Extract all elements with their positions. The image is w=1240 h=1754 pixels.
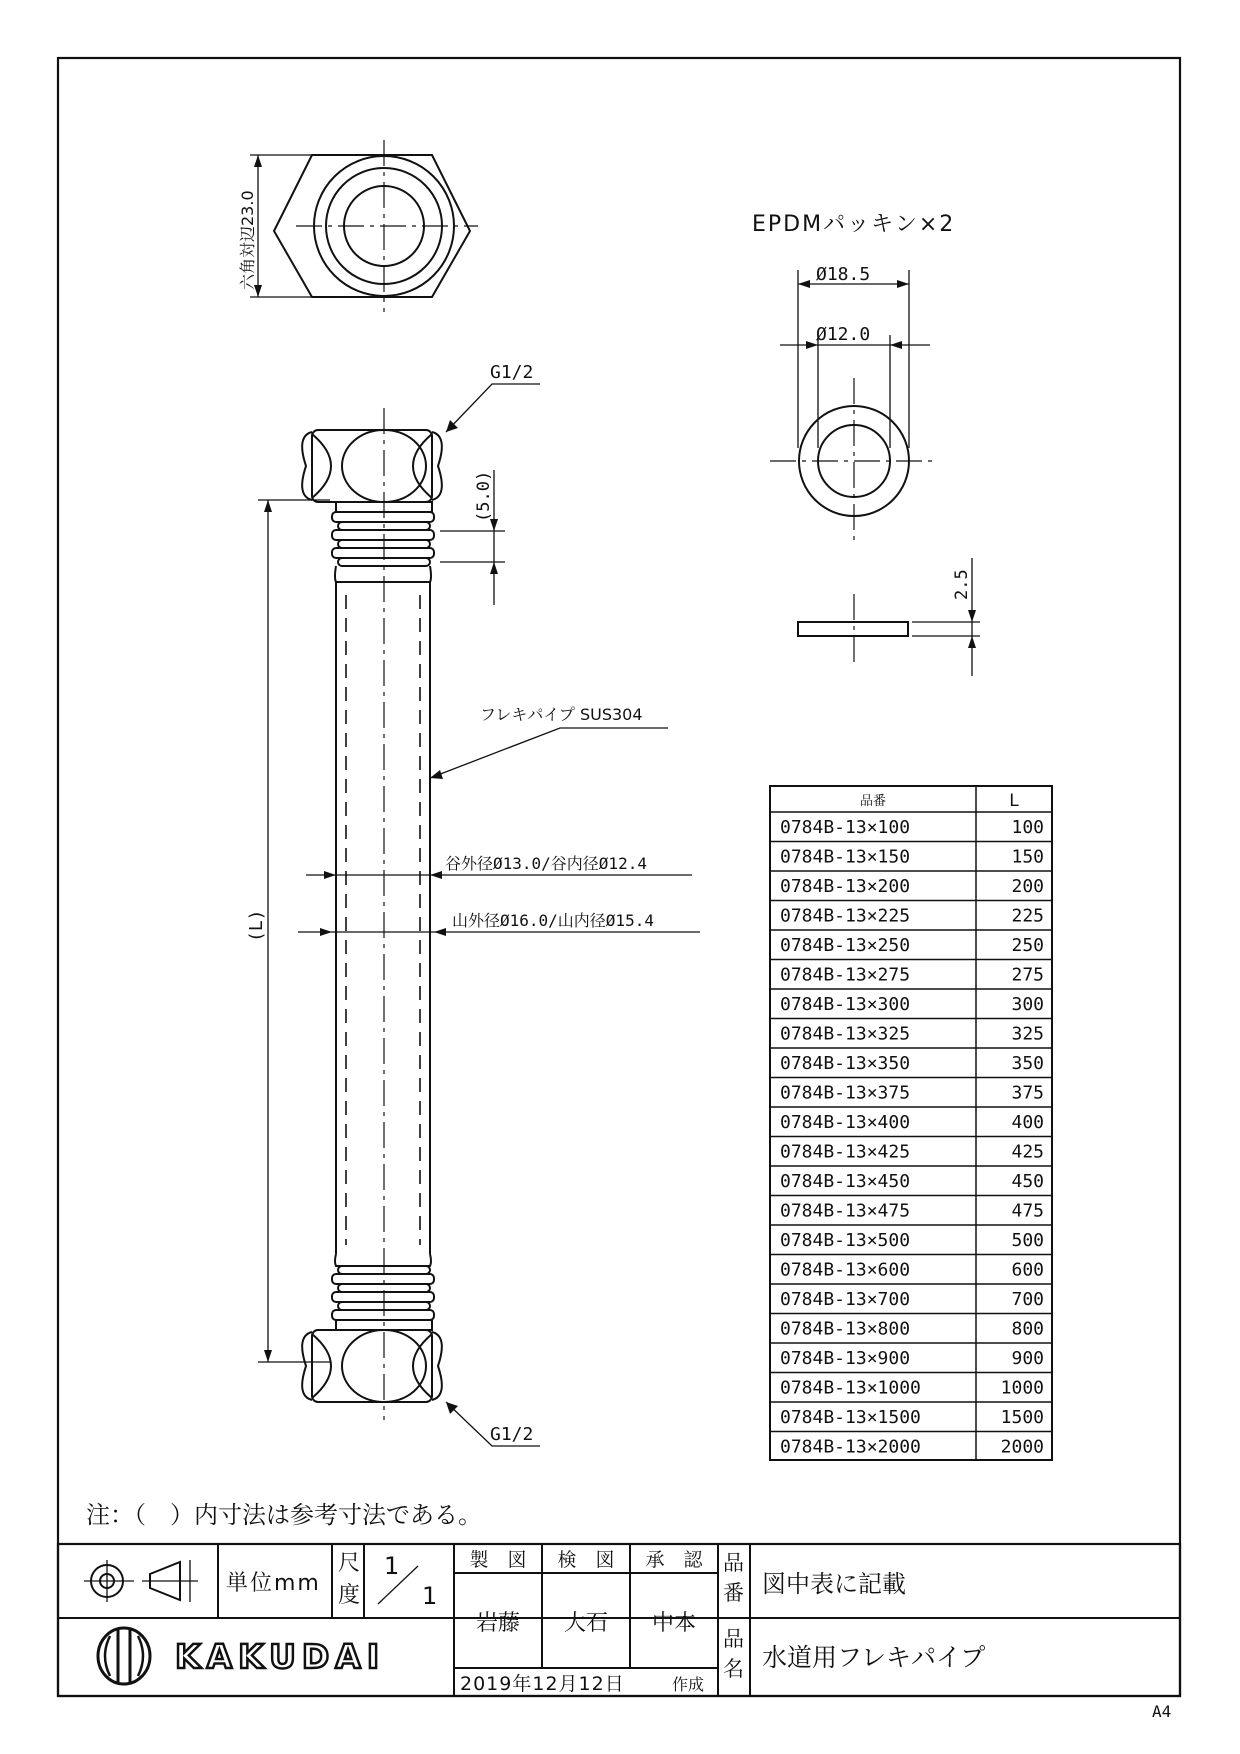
table-header-part-no: 品番: [859, 794, 887, 809]
table-cell-part-no: 0784B-13×250: [780, 935, 911, 956]
approved-label: 承 認: [645, 1549, 703, 1571]
table-cell-length: 700: [1011, 1289, 1044, 1310]
table-cell-length: 350: [1011, 1053, 1044, 1074]
table-cell-part-no: 0784B-13×100: [780, 817, 911, 838]
third-angle-projection-icon: [84, 1560, 198, 1602]
table-cell-length: 900: [1011, 1348, 1044, 1369]
table-cell-length: 500: [1011, 1230, 1044, 1251]
table-cell-part-no: 0784B-13×475: [780, 1200, 911, 1222]
checked-by: 大石: [563, 1611, 609, 1636]
table-cell-part-no: 0784B-13×500: [780, 1230, 911, 1251]
name-label-1: 品: [723, 1627, 744, 1651]
product-name: 水道用フレキパイプ: [762, 1643, 986, 1672]
peak-dia-label: 山外径Ø16.0/山内径Ø15.4: [452, 911, 654, 930]
table-cell-length: 475: [1011, 1200, 1044, 1222]
table-cell-length: 2000: [1000, 1436, 1044, 1458]
name-label-2: 名: [723, 1657, 744, 1681]
table-cell-length: 275: [1011, 964, 1044, 986]
table-header-length: L: [1009, 791, 1019, 811]
table-cell-part-no: 0784B-13×1000: [780, 1377, 921, 1399]
table-cell-part-no: 0784B-13×325: [780, 1023, 911, 1045]
created-label: 作成: [672, 1675, 705, 1694]
part-no-label-2: 番: [723, 1581, 744, 1605]
table-cell-part-no: 0784B-13×450: [780, 1171, 911, 1192]
table-cell-length: 325: [1011, 1023, 1044, 1045]
table-cell-part-no: 0784B-13×150: [780, 846, 911, 868]
pitch-label: (5.0): [474, 470, 494, 522]
table-cell-part-no: 0784B-13×275: [780, 964, 911, 986]
table-cell-length: 375: [1011, 1082, 1044, 1104]
table-cell-part-no: 0784B-13×225: [780, 905, 911, 927]
hex-dimension-label: 六角対辺23.0: [238, 190, 257, 290]
table-cell-part-no: 0784B-13×425: [780, 1141, 911, 1163]
table-cell-length: 225: [1011, 905, 1044, 927]
table-cell-part-no: 0784B-13×600: [780, 1259, 911, 1281]
unit-label: 単位mm: [226, 1571, 321, 1596]
drawn-by: 岩藤: [475, 1611, 521, 1636]
packing-view: [752, 212, 980, 676]
drawn-label: 製 図: [469, 1549, 527, 1571]
scale-label-2: 度: [338, 1583, 361, 1608]
packing-inner-dia: Ø12.0: [816, 324, 871, 345]
scale-label-1: 尺: [338, 1551, 361, 1576]
table-cell-length: 200: [1011, 876, 1044, 897]
table-cell-length: 800: [1011, 1318, 1044, 1340]
packing-thickness: 2.5: [952, 569, 972, 600]
thread-top-label: G1/2: [490, 362, 534, 383]
table-cell-length: 300: [1011, 994, 1044, 1015]
table-cell-length: 450: [1011, 1171, 1044, 1192]
approved-by: 中本: [651, 1611, 697, 1636]
part-no-value: 図中表に記載: [762, 1570, 906, 1598]
scale-denominator: 1: [422, 1582, 438, 1610]
table-cell-part-no: 0784B-13×2000: [780, 1436, 921, 1458]
parts-table: [770, 786, 1052, 1460]
table-cell-part-no: 0784B-13×350: [780, 1053, 911, 1074]
table-cell-part-no: 0784B-13×700: [780, 1289, 911, 1310]
logo-text: KAKUDAI: [175, 1637, 386, 1676]
thread-bottom-label: G1/2: [490, 1424, 534, 1445]
table-cell-length: 425: [1011, 1141, 1044, 1163]
packing-title: EPDMパッキン×2: [752, 212, 956, 237]
table-cell-part-no: 0784B-13×800: [780, 1318, 911, 1340]
material-label: フレキパイプ SUS304: [480, 705, 643, 724]
scale-numerator: 1: [384, 1552, 400, 1580]
table-cell-part-no: 0784B-13×400: [780, 1112, 911, 1133]
paper-size-label: A4: [1152, 1702, 1172, 1721]
kakudai-logo: [98, 1628, 385, 1684]
table-cell-length: 250: [1011, 935, 1044, 956]
table-cell-length: 1500: [1000, 1407, 1044, 1428]
table-cell-part-no: 0784B-13×900: [780, 1348, 911, 1369]
valley-dia-label: 谷外径Ø13.0/谷内径Ø12.4: [445, 854, 647, 873]
part-no-label-1: 品: [723, 1551, 744, 1575]
table-cell-length: 150: [1011, 846, 1044, 868]
table-cell-part-no: 0784B-13×375: [780, 1082, 911, 1104]
table-cell-length: 400: [1011, 1112, 1044, 1133]
table-cell-length: 1000: [1000, 1377, 1044, 1399]
reference-note: 注：（ ）内寸法は参考寸法である。: [86, 1501, 482, 1529]
packing-outer-dia: Ø18.5: [816, 264, 871, 285]
length-label: (L): [246, 909, 267, 942]
checked-label: 検 図: [557, 1549, 615, 1571]
title-block: [58, 1544, 1180, 1696]
table-cell-part-no: 0784B-13×1500: [780, 1407, 921, 1428]
table-cell-part-no: 0784B-13×300: [780, 994, 911, 1015]
table-cell-length: 100: [1011, 817, 1044, 838]
date-label: 2019年12月12日: [460, 1673, 625, 1695]
hex-nut-top-view: [238, 140, 478, 312]
table-cell-length: 600: [1011, 1259, 1044, 1281]
table-cell-part-no: 0784B-13×200: [780, 876, 911, 897]
pipe-side-view: [246, 362, 700, 1446]
